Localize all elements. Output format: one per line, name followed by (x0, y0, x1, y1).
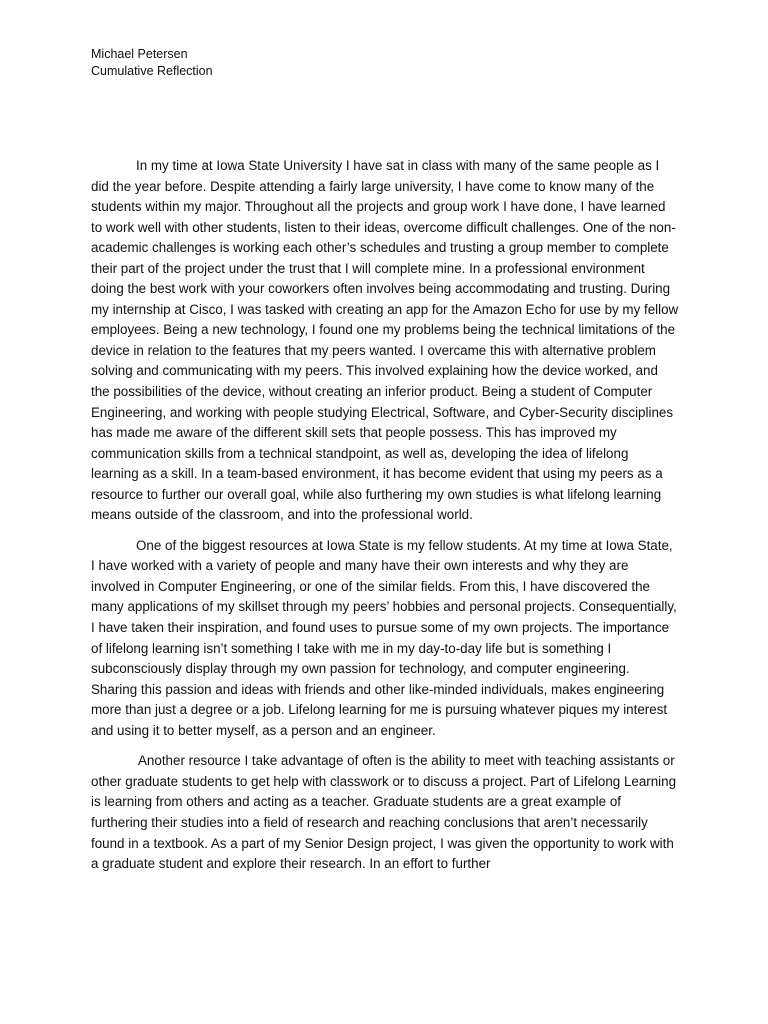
paragraph-1: In my time at Iowa State University I have sat in class with many of the same people as I did the year before. Despite attending a fairly large university, I have come to know many of the students within my major. Throughout all the projects and group work I have done, I have learned to work well with other students, listen to their ideas, overcome difficult challenges. One of the non-academic challenges is working each other’s schedules and trusting a group member to complete their part of the project under the trust that I will complete mine. In a professional environment doing the best work with your coworkers often involves being accommodating and trusting. During my internship at Cisco, I was tasked with creating an app for the Amazon Echo for use by my fellow employees. Being a new technology, I found one my problems being the technical limitations of the device in relation to the features that my peers wanted. I overcame this with alternative problem solving and communicating with my peers. This involved explaining how the device worked, and the possibilities of the device, without creating an inferior product. Being a student of Computer Engineering, and working with people studying Electrical, Software, and Cyber-Security disciplines has made me aware of the different skill sets that people possess. This has improved my communication skills from a technical standpoint, as well as, developing the idea of lifelong learning as a skill. In a team-based environment, it has become evident that using my peers as a resource to further our overall goal, while also furthering my own studies is what lifelong learning means outside of the classroom, and into the professional world. (91, 158, 679, 523)
paragraph-2: One of the biggest resources at Iowa State is my fellow students. At my time at Iowa State, I have worked with a variety of people and many have their own interests and why they are involved in Computer Engineering, or one of the similar fields. From this, I have discovered the many applications of my skillset through my peers’ hobbies and personal projects. Consequentially, I have taken their inspiration, and found uses to pursue some of my own projects. The importance of lifelong learning isn’t something I take with me in my day-to-day life but is something I subconsciously display through my own passion for technology, and computer engineering. Sharing this passion and ideas with friends and other like-minded individuals, makes engineering more than just a degree or a job. Lifelong learning for me is pursuing whatever piques my interest and using it to better myself, as a person and an engineer. (91, 537, 677, 738)
author-name: Michael Petersen (91, 47, 188, 61)
paragraph-3: Another resource I take advantage of often is the ability to meet with teaching assistants or other graduate students to get help with classwork or to discuss a project. Part of Lifelong Learning is learning from others and acting as a teacher. Graduate students are a great example of furthering their studies into a field of research and reaching conclusions that aren’t necessarily found in a textbook. As a part of my Senior Design project, I was given the opportunity to work with a graduate student and explore their research. In an effort to further (91, 753, 677, 872)
document-header (91, 46, 213, 80)
document-body (91, 156, 679, 885)
document-title: Cumulative Reflection (91, 64, 213, 78)
